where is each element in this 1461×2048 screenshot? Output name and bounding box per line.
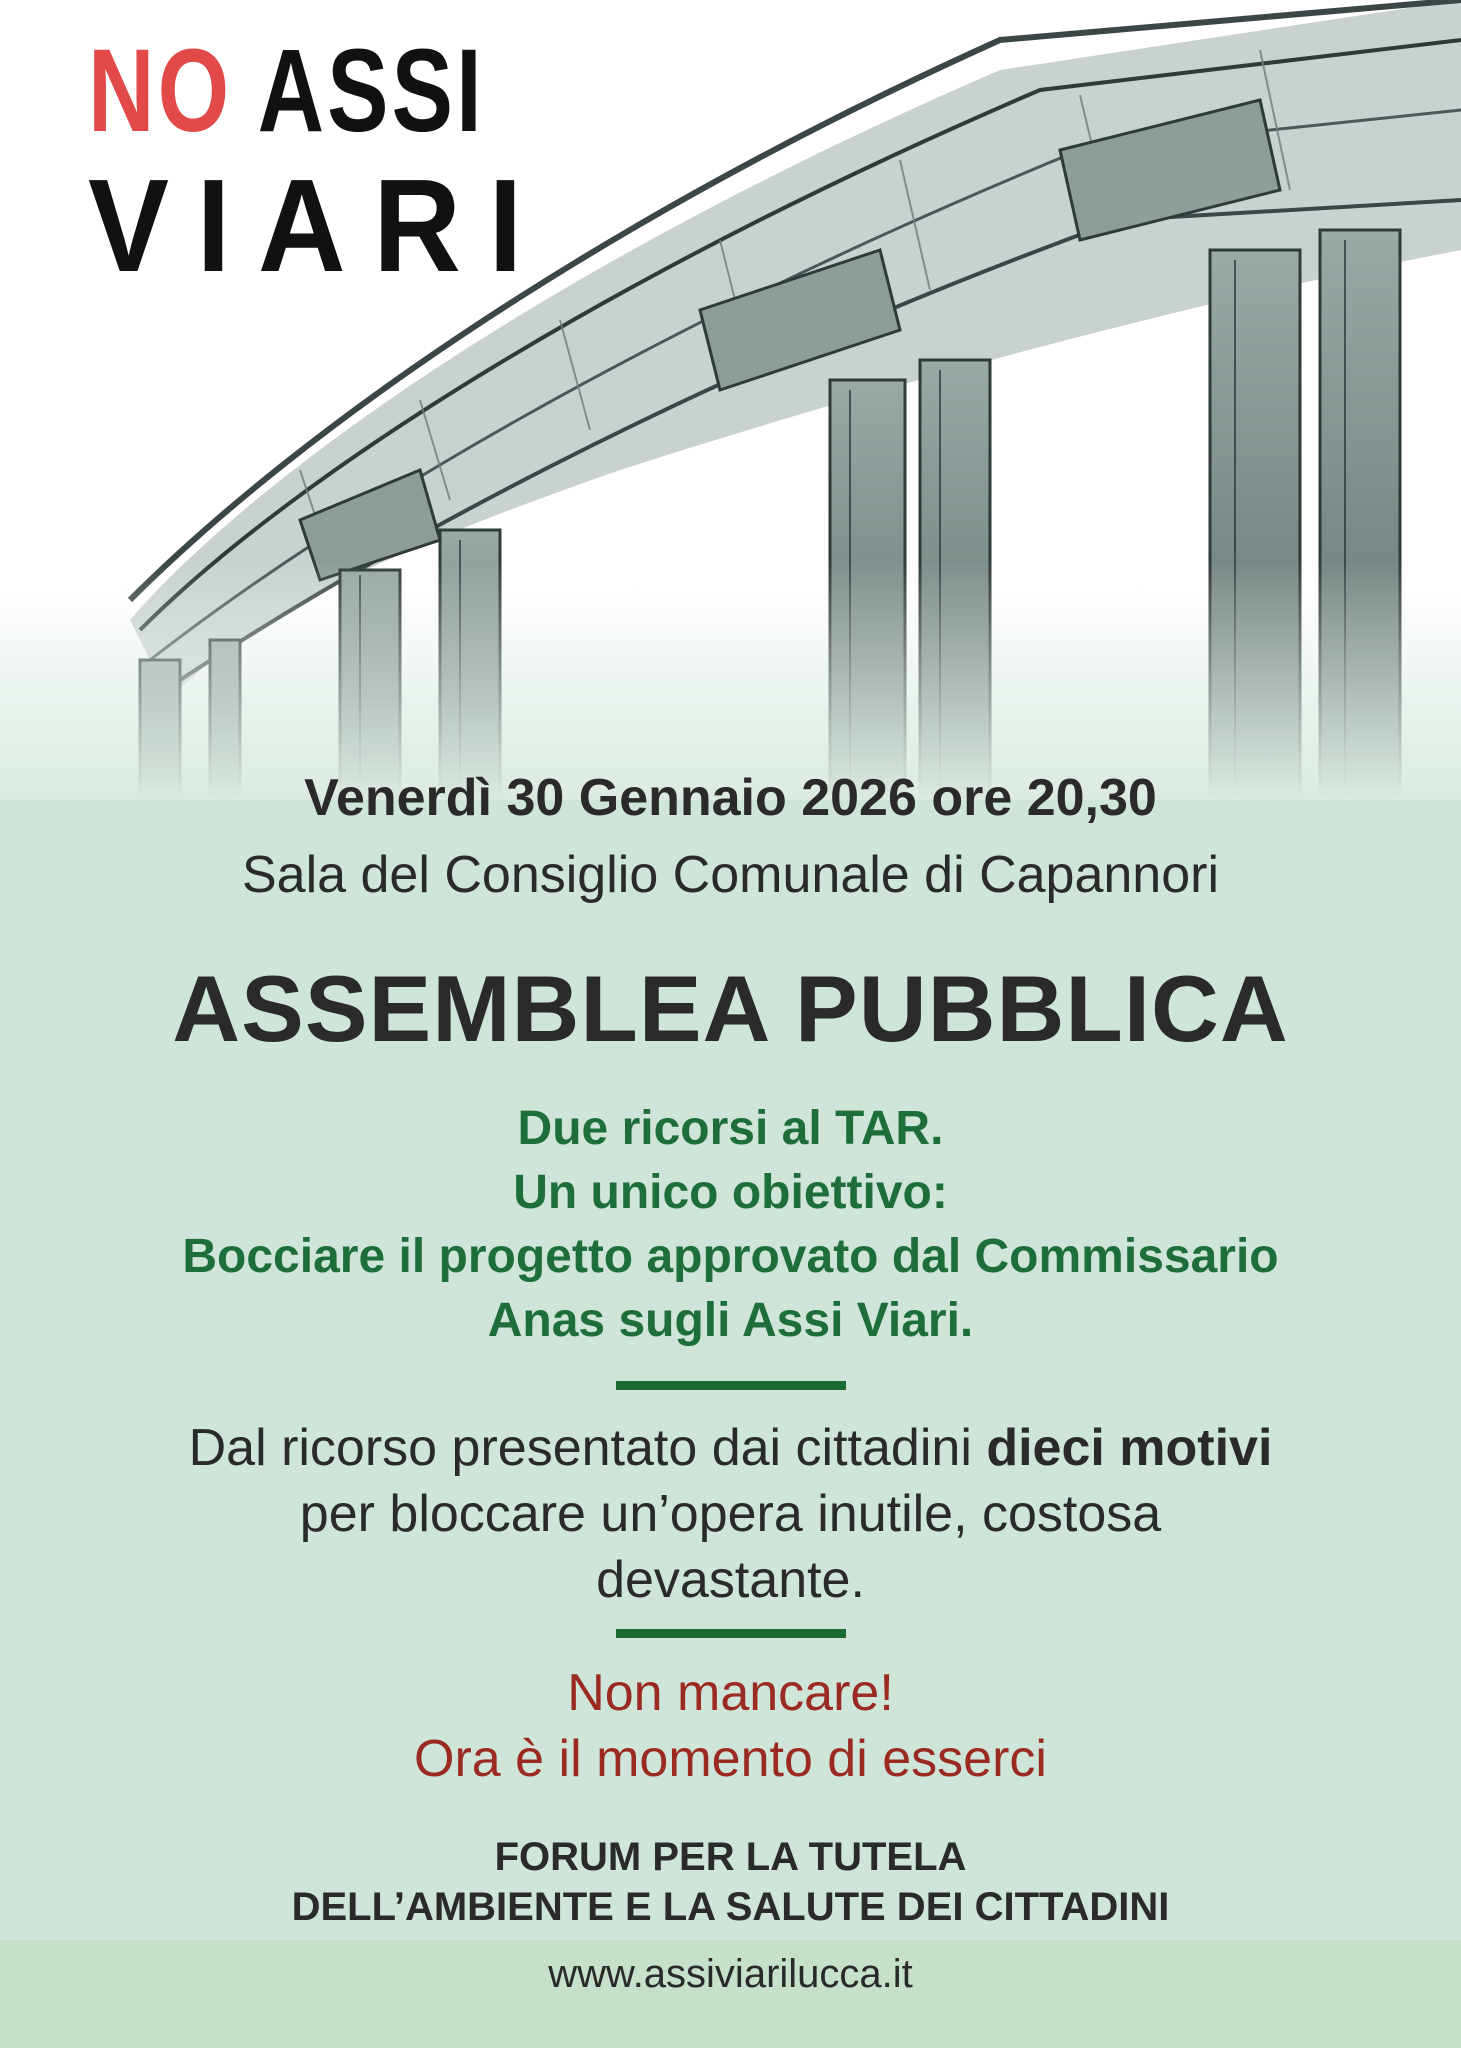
cta-line-2: Ora è il momento di esserci: [414, 1730, 1047, 1788]
cta-line-1: Non mancare!: [567, 1664, 894, 1722]
green-line: Un unico obiettivo:: [513, 1166, 948, 1219]
event-title: ASSEMBLEA PUBBLICA: [172, 956, 1289, 1061]
green-line: Bocciare il progetto approvato dal Commissario: [182, 1230, 1279, 1283]
body-line-3: devastante.: [596, 1551, 865, 1609]
divider: [616, 1629, 846, 1638]
body-line-2: per bloccare un’opera inutile, costosa: [299, 1485, 1162, 1543]
organizer-name: [0, 1832, 1461, 1932]
no-assi-viari-logo: [88, 25, 597, 299]
divider: [616, 1381, 846, 1390]
ten-reasons-paragraph: [0, 1415, 1461, 1613]
logo-word-viari: VIARI: [88, 152, 550, 299]
green-line: Anas sugli Assi Viari.: [487, 1294, 974, 1347]
website-link[interactable]: www.assiviarilucca.it: [548, 1952, 913, 1996]
event-date: Venerdì 30 Gennaio 2026 ore 20,30: [304, 769, 1157, 827]
call-to-action: [0, 1660, 1461, 1792]
body-line-1: [0, 1415, 1461, 1481]
tar-appeal-message: [0, 1097, 1461, 1353]
logo-word-assi: ASSI: [257, 25, 485, 157]
body-line-1-text: Dal ricorso presentato dai cittadini: [188, 1419, 987, 1477]
logo-word-no: NO: [88, 25, 233, 157]
forum-line-1: FORUM PER LA TUTELA: [494, 1835, 967, 1879]
forum-line-2: DELL’AMBIENTE E LA SALUTE DEI CITTADINI: [291, 1885, 1170, 1929]
body-emphasis: dieci motivi: [986, 1419, 1273, 1477]
event-venue: Sala del Consiglio Comunale di Capannori: [241, 846, 1220, 904]
green-line: Due ricorsi al TAR.: [517, 1102, 944, 1155]
